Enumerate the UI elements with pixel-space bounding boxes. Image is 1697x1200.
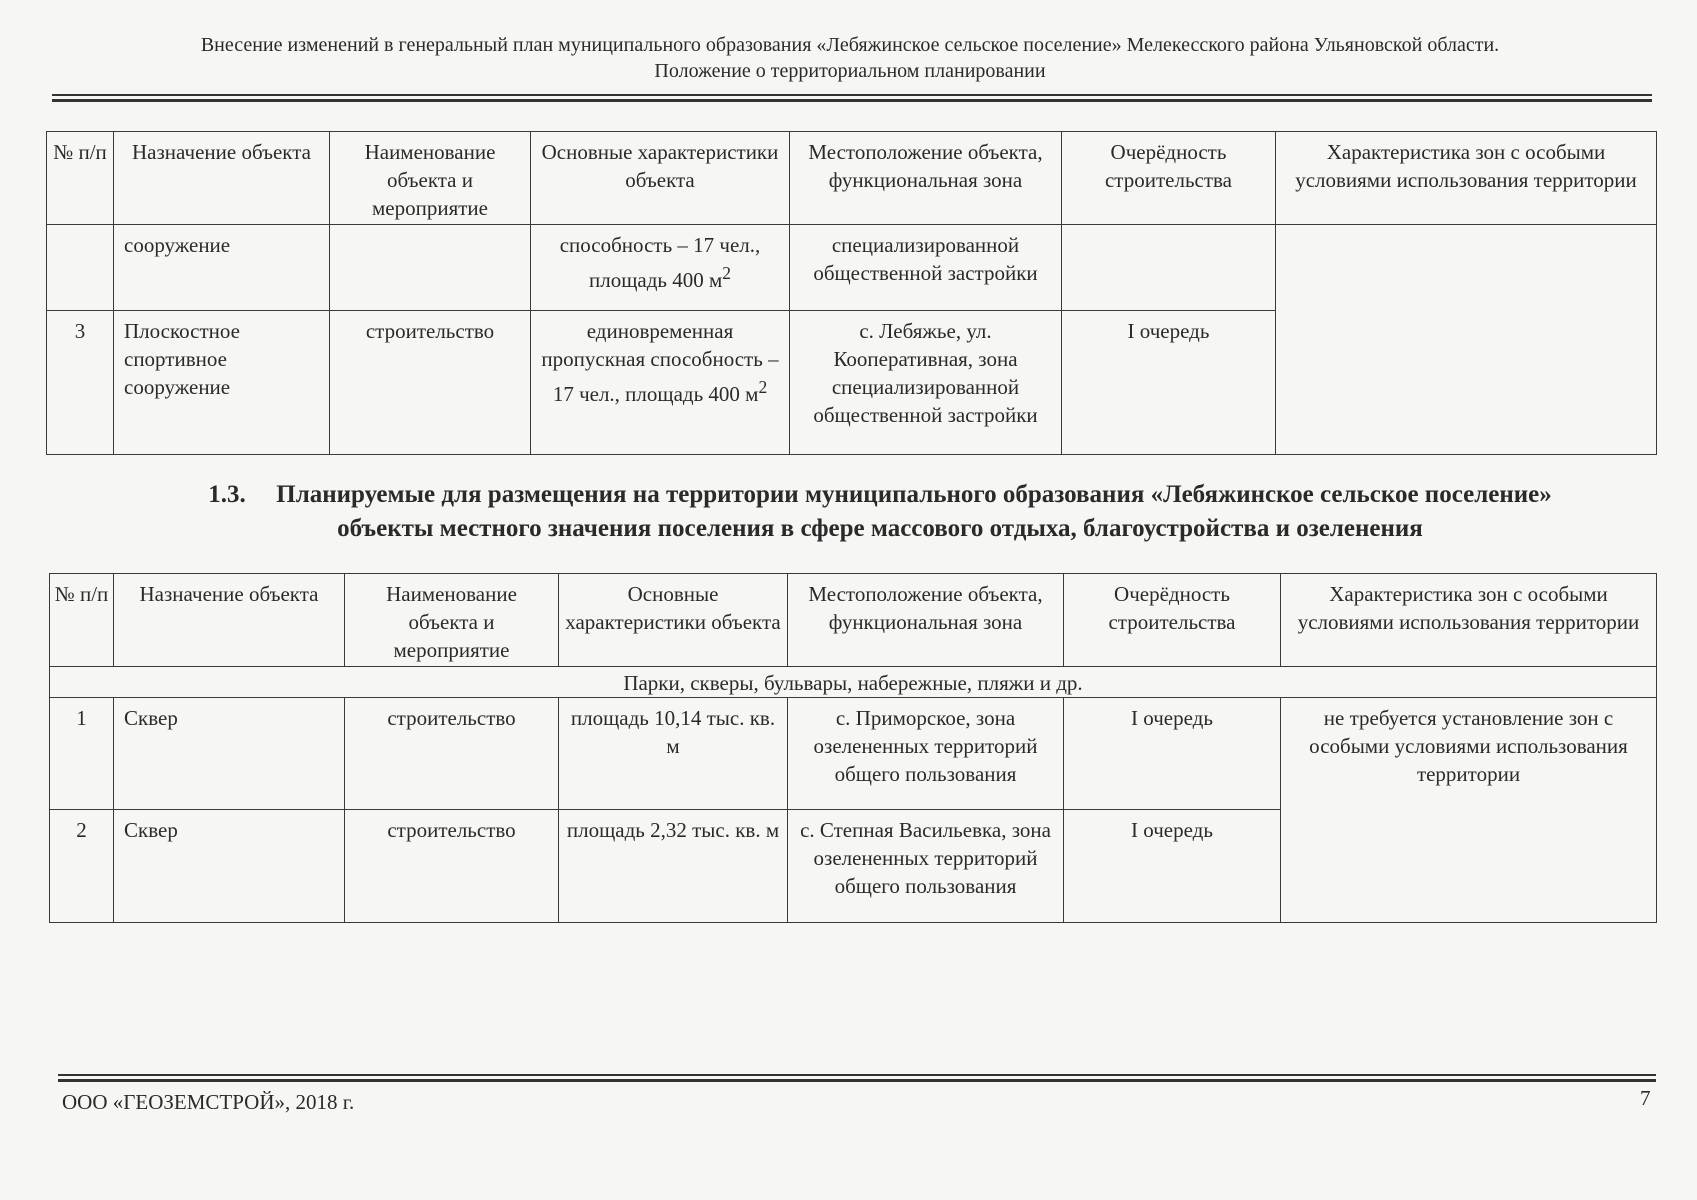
- header-rule: [52, 94, 1652, 102]
- cell-purpose: Сквер: [114, 810, 345, 923]
- col-header-characteristics: Основные характеристики объекта: [559, 574, 788, 667]
- col-header-zones: Характеристика зон с особыми условиями использования территории: [1276, 132, 1657, 225]
- cell-location: с. Лебяжье, ул. Кооперативная, зона специализированной общественной застройки: [790, 311, 1062, 455]
- page-number: 7: [1640, 1086, 1651, 1110]
- cell-characteristics: единовременная пропускная способность – 17 чел., площадь 400 $м^2$: [531, 311, 790, 455]
- cell-zones-merged: не требуется установление зон с особыми условиями использования территории: [1281, 698, 1657, 923]
- header-line-1: Внесение изменений в генеральный план муниципального образования «Лебяжинское сельское поселение» Мелекесского района Ульяновской области.: [200, 34, 1500, 56]
- group-row: [50, 667, 1657, 698]
- cell-priority: I очередь: [1064, 810, 1281, 923]
- section-title-line-2: объекты местного значения поселения в сфере массового отдыха, благоустройства и озеленения: [337, 515, 1423, 542]
- cell-characteristics: способность – 17 чел., площадь 400 $м^2$: [531, 225, 790, 311]
- section-heading: [100, 478, 1660, 546]
- cell-name: строительство: [345, 810, 559, 923]
- cell-number: [47, 225, 114, 311]
- header-line-2: Положение о территориальном планировании: [654, 60, 1046, 82]
- col-header-purpose: Назначение объекта: [114, 574, 345, 667]
- col-header-priority: Очерёдность строительства: [1064, 574, 1281, 667]
- cell-name: [330, 225, 531, 311]
- cell-location: с. Приморское, зона озелененных территорий общего пользования: [788, 698, 1064, 810]
- table-header-row: [47, 132, 1657, 225]
- col-header-location: Местоположение объекта, функциональная зона: [790, 132, 1062, 225]
- col-header-number: № п/п: [47, 132, 114, 225]
- table-row: [50, 698, 1657, 810]
- page-header: [40, 32, 1660, 84]
- col-header-characteristics: Основные характеристики объекта: [531, 132, 790, 225]
- table-recreation-objects: [49, 573, 1657, 923]
- table-header-row: [50, 574, 1657, 667]
- cell-priority: I очередь: [1062, 311, 1276, 455]
- col-header-zones: Характеристика зон с особыми условиями использования территории: [1281, 574, 1657, 667]
- col-header-priority: Очерёдность строительства: [1062, 132, 1276, 225]
- cell-purpose: Сквер: [114, 698, 345, 810]
- col-header-location: Местоположение объекта, функциональная зона: [788, 574, 1064, 667]
- section-number: 1.3.: [208, 481, 246, 508]
- cell-priority: [1062, 225, 1276, 311]
- cell-purpose: Плоскостное спортивное сооружение: [114, 311, 330, 455]
- cell-zones-merged: [1276, 225, 1657, 455]
- cell-number: 1: [50, 698, 114, 810]
- cell-priority: I очередь: [1064, 698, 1281, 810]
- col-header-name: Наименование объекта и мероприятие: [345, 574, 559, 667]
- col-header-purpose: Назначение объекта: [114, 132, 330, 225]
- group-row-label: Парки, скверы, бульвары, набережные, пляжи и др.: [50, 667, 1657, 698]
- col-header-number: № п/п: [50, 574, 114, 667]
- footer-company: ООО «ГЕОЗЕМСТРОЙ», 2018 г.: [62, 1090, 355, 1114]
- table-row: [47, 225, 1657, 311]
- cell-characteristics: площадь 10,14 тыс. кв. м: [559, 698, 788, 810]
- cell-characteristics: площадь 2,32 тыс. кв. м: [559, 810, 788, 923]
- cell-purpose: сооружение: [114, 225, 330, 311]
- footer-rule: [58, 1074, 1656, 1082]
- cell-name: строительство: [345, 698, 559, 810]
- table-sports-objects: [46, 131, 1657, 455]
- col-header-name: Наименование объекта и мероприятие: [330, 132, 531, 225]
- cell-number: 2: [50, 810, 114, 923]
- cell-location: специализированной общественной застройки: [790, 225, 1062, 311]
- cell-location: с. Степная Васильевка, зона озелененных территорий общего пользования: [788, 810, 1064, 923]
- cell-number: 3: [47, 311, 114, 455]
- section-title-line-1: Планируемые для размещения на территории муниципального образования «Лебяжинское сельское поселение»: [276, 481, 1552, 508]
- cell-name: строительство: [330, 311, 531, 455]
